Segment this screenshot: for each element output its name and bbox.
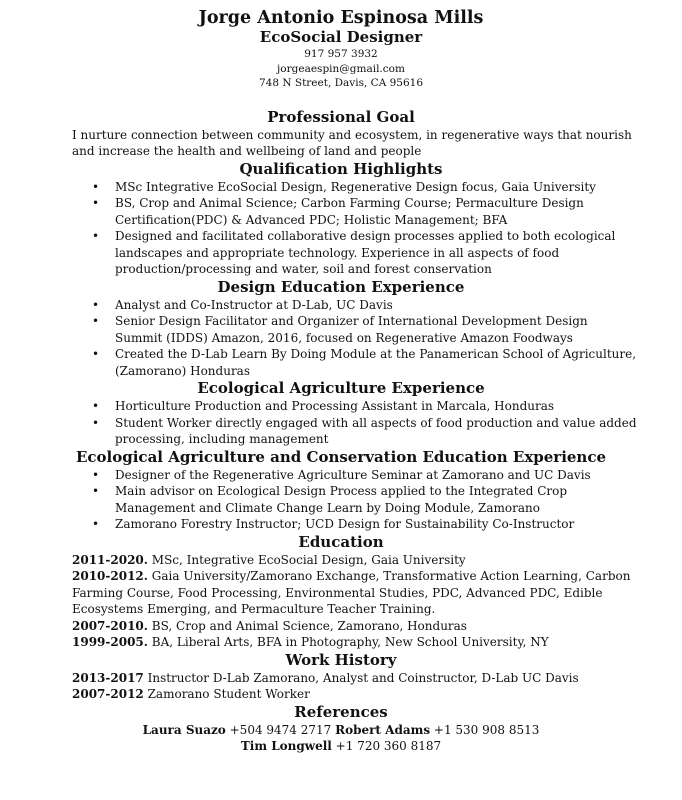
contact-address: 748 N Street, Davis, CA 95616 — [258, 77, 424, 89]
professional-goal-section — [0, 108, 682, 160]
references-line — [0, 738, 682, 755]
qualification-highlights-section — [0, 160, 682, 278]
bullet-icon: • — [92, 484, 100, 498]
work-entry — [72, 670, 642, 687]
reference-name: Tim Longwell — [240, 739, 332, 753]
work-years: 2013-2017 — [72, 670, 144, 685]
reference-phone: +504 9474 2717 — [225, 722, 336, 737]
conservation-education-section — [0, 448, 682, 533]
education-years: 1999-2005. — [72, 635, 148, 649]
education-detail: Gaia University/Zamorano Exchange, Transformative Action Learning, Carbon Farming Course, Food Processing, Environmental Studies, PDC, Advanced PDC, Edible Ecosystems Emerging, and Permaculture Teacher Training. — [72, 569, 631, 616]
ecological-agriculture-section — [0, 379, 682, 448]
list-item: • Senior Design Facilitator and Organizer of International Development Design Summit (IDDS) Amazon, 2016, focused on Regenerative Amazon Foodways — [92, 314, 588, 345]
education-entry — [72, 552, 642, 569]
bullet-icon: • — [92, 517, 100, 531]
section-title: References — [294, 702, 388, 721]
list-item: • Student Worker directly engaged with all aspects of food production and value added processing, including management — [92, 415, 637, 446]
work-detail: Instructor D-Lab Zamorano, Analyst and Coinstructor, D-Lab UC Davis — [143, 670, 579, 685]
conservation-education-list — [0, 467, 682, 533]
education-section — [0, 533, 682, 651]
list-item: • Main advisor on Ecological Design Process applied to the Integrated Crop Management and Climate Change Learn by Doing Module, Zamorano — [92, 484, 568, 515]
list-item: • Analyst and Co-Instructor at D-Lab, UC Davis — [92, 297, 393, 312]
design-education-list — [0, 297, 682, 380]
list-item: • Zamorano Forestry Instructor; UCD Design for Sustainability Co-Instructor — [92, 517, 575, 531]
education-entry — [72, 634, 642, 651]
education-detail: BS, Crop and Animal Science, Zamorano, Honduras — [147, 618, 467, 633]
reference-name: Robert Adams — [335, 722, 431, 737]
list-item: • Horticulture Production and Processing Assistant in Marcala, Honduras — [92, 399, 555, 413]
resume-header — [0, 8, 682, 91]
candidate-role: EcoSocial Designer — [259, 28, 423, 46]
work-years: 2007-2012 — [72, 687, 144, 701]
education-entry — [72, 618, 642, 635]
contact-phone: 917 957 3932 — [304, 48, 378, 60]
bullet-icon: • — [92, 415, 100, 430]
section-title: Work History — [285, 650, 397, 669]
bullet-icon: • — [92, 314, 100, 328]
bullet-icon: • — [92, 399, 100, 413]
reference-phone: +1 530 908 8513 — [430, 722, 540, 737]
candidate-name: Jorge Antonio Espinosa Mills — [198, 8, 484, 28]
education-detail: MSc, Integrative EcoSocial Design, Gaia University — [147, 552, 466, 567]
list-item: • Created the D-Lab Learn By Doing Module at the Panamerican School of Agriculture, (Zamorano) Honduras — [92, 347, 637, 378]
bullet-icon: • — [92, 196, 100, 210]
education-entry — [72, 568, 642, 618]
bullet-icon: • — [92, 467, 100, 482]
bullet-icon: • — [92, 229, 100, 243]
reference-phone: +1 720 360 8187 — [331, 739, 442, 753]
list-item: • BS, Crop and Animal Science; Carbon Farming Course; Permaculture Design Certification(PDC) & Advanced PDC; Holistic Management; BFA — [92, 196, 584, 227]
section-title: Ecological Agriculture and Conservation Education Experience — [75, 447, 607, 466]
references-line — [0, 722, 682, 739]
education-years: 2011-2020. — [72, 552, 148, 567]
header-spacer — [0, 91, 682, 108]
list-item: • Designer of the Regenerative Agriculture Seminar at Zamorano and UC Davis — [92, 467, 591, 482]
design-education-section — [0, 278, 682, 380]
education-detail: BA, Liberal Arts, BFA in Photography, New School University, NY — [147, 635, 549, 649]
ecological-agriculture-list — [0, 398, 682, 448]
section-title: Design Education Experience — [217, 277, 465, 296]
contact-email: jorgeaespin@gmail.com — [277, 62, 405, 75]
highlights-list — [0, 179, 682, 278]
education-years: 2010-2012. — [72, 569, 148, 583]
section-title: Ecological Agriculture Experience — [197, 379, 485, 397]
section-title: Professional Goal — [267, 107, 415, 126]
section-title: Qualification Highlights — [239, 159, 443, 178]
reference-name: Laura Suazo — [142, 722, 226, 737]
work-history-section — [0, 651, 682, 703]
section-title: Education — [298, 532, 384, 551]
list-item: • MSc Integrative EcoSocial Design, Regenerative Design focus, Gaia University — [92, 179, 596, 194]
bullet-icon: • — [92, 347, 100, 361]
bullet-icon: • — [92, 297, 100, 312]
work-entry — [72, 686, 642, 703]
bullet-icon: • — [92, 179, 100, 194]
references-section — [0, 703, 682, 755]
goal-text: I nurture connection between community and ecosystem, in regenerative ways that nourish and increase the health and wellbeing of land and people — [72, 127, 632, 158]
work-detail: Zamorano Student Worker — [143, 687, 310, 701]
list-item: • Designed and facilitated collaborative design processes applied to both ecological landscapes and appropriate technology. Experience in all aspects of food production/processing and water, soil and forest conservation — [92, 229, 616, 276]
education-years: 2007-2010. — [72, 618, 148, 633]
